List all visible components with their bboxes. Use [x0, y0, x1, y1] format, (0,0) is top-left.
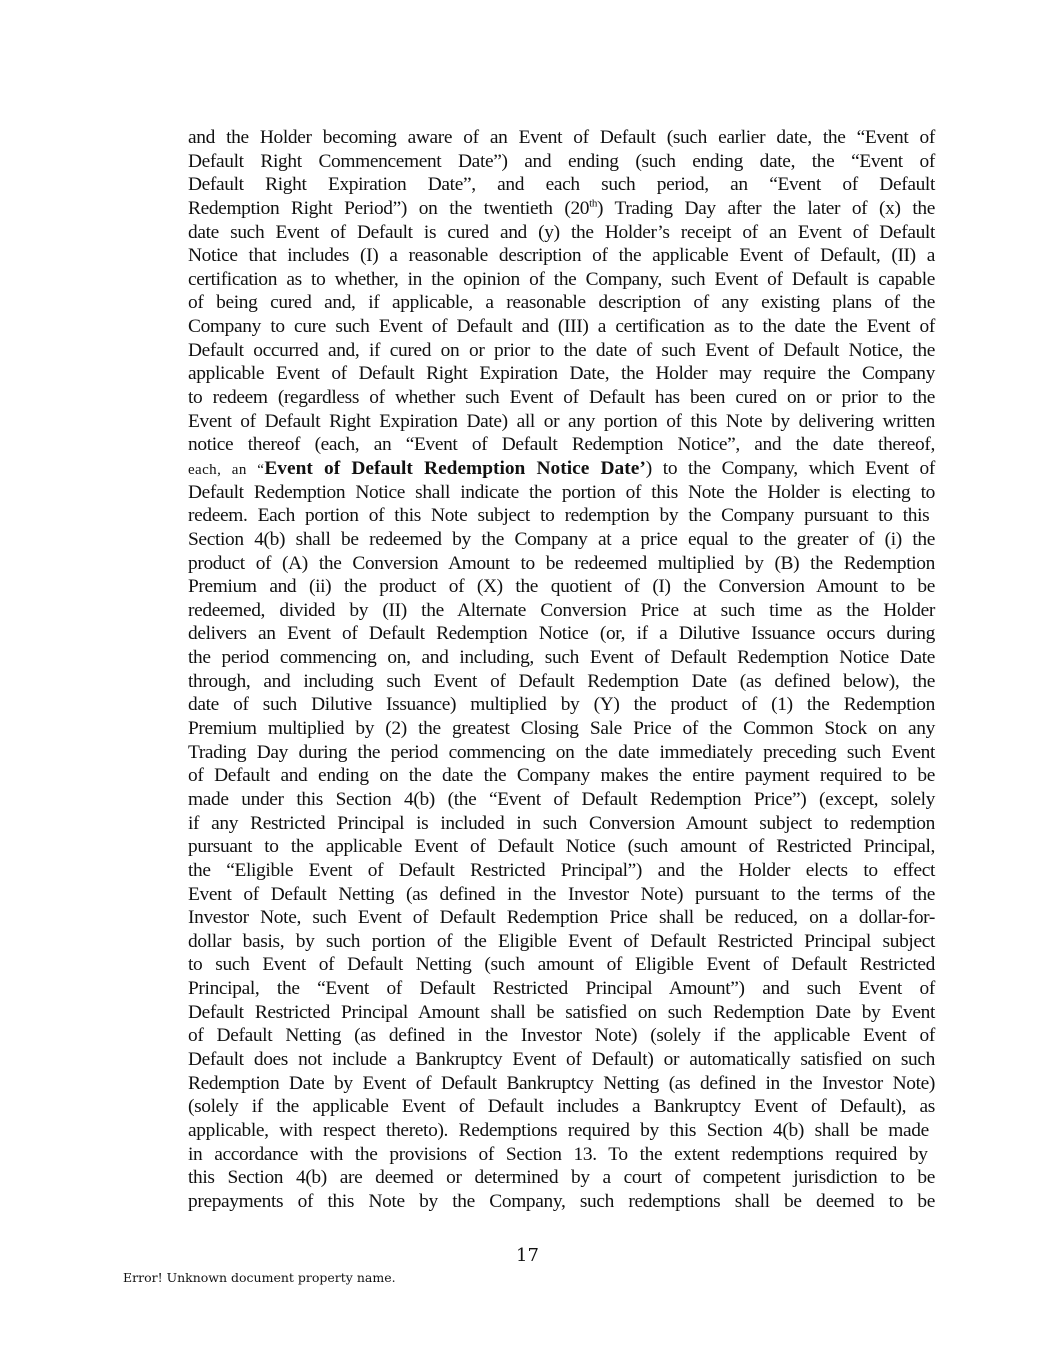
text-line: of Default and ending on the date the Company makes the entire payment required to be — [188, 765, 935, 787]
text-line: Default occurred and, if cured on or prior to the date of such Event of Default Notice, the — [188, 339, 935, 361]
text-line: through, and including such Event of Default Redemption Date (as defined below), the — [188, 670, 935, 692]
text-line: certification as to whether, in the opinion of the Company, such Event of Default is capable — [188, 268, 935, 290]
text-line: notice thereof (each, an “Event of Default Redemption Notice”, and the date thereof, — [188, 434, 935, 456]
text-line: Redemption Right Period”) on the twentieth (20th) Trading Day after the later of (x) the — [188, 197, 935, 219]
text-line: made under this Section 4(b) (the “Event of Default Redemption Price”) (except, solely — [188, 788, 935, 810]
text-line: Event of Default Right Expiration Date) all or any portion of this Note by delivering written — [188, 410, 935, 432]
text-line: Principal, the “Event of Default Restricted Principal Amount”) and such Event of — [188, 978, 935, 1000]
text-line: Section 4(b) shall be redeemed by the Company at a price equal to the greater of (i) the — [188, 528, 935, 550]
page-number: 17 — [516, 1245, 539, 1266]
body-paragraph — [188, 126, 935, 1213]
text-line: applicable Event of Default Right Expiration Date, the Holder may require the Company — [188, 363, 935, 385]
text-line: redeem. Each portion of this Note subject to redemption by the Company pursuant to this — [188, 505, 930, 527]
text-line: prepayments of this Note by the Company, such redemptions shall be deemed to be — [188, 1190, 935, 1212]
text-line: Redemption Date by Event of Default Bankruptcy Netting (as defined in the Investor Note) — [188, 1072, 935, 1094]
text-line: Trading Day during the period commencing on the date immediately preceding such Event — [188, 741, 935, 763]
text-line: pursuant to the applicable Event of Default Notice (such amount of Restricted Principal, — [188, 836, 935, 858]
text-line: each, an “Event of Default Redemption Notice Date’) to the Company, which Event of — [188, 457, 935, 479]
text-line: Premium multiplied by (2) the greatest Closing Sale Price of the Common Stock on any — [188, 718, 935, 740]
defined-term-bold: Event of Default Redemption Notice Date’ — [264, 457, 646, 479]
text-line: this Section 4(b) are deemed or determined by a court of competent jurisdiction to be — [188, 1167, 935, 1189]
text-line: the period commencing on, and including, such Event of Default Redemption Notice Date — [188, 647, 935, 669]
text-line: product of (A) the Conversion Amount to be redeemed multiplied by (B) the Redemption — [188, 552, 935, 574]
text-line: Notice that includes (I) a reasonable description of the applicable Event of Default, (II) a — [188, 245, 935, 267]
text-line: Default Restricted Principal Amount shall be satisfied on such Redemption Date by Event — [188, 1001, 935, 1023]
text-line: Default Redemption Notice shall indicate the portion of this Note the Holder is electing to — [188, 481, 935, 503]
text-line: delivers an Event of Default Redemption Notice (or, if a Dilutive Issuance occurs during — [188, 623, 935, 645]
text-line: to redeem (regardless of whether such Event of Default has been cured on or prior to the — [188, 387, 935, 409]
text-line: to such Event of Default Netting (such amount of Eligible Event of Default Restricted — [188, 954, 935, 976]
text-line: and the Holder becoming aware of an Event of Default (such earlier date, the “Event of — [188, 127, 935, 148]
text-line: of being cured and, if applicable, a reasonable description of any existing plans of the — [188, 292, 935, 314]
text-line: of Default Netting (as defined in the Investor Note) (solely if the applicable Event of — [188, 1025, 935, 1047]
text-line: Event of Default Netting (as defined in the Investor Note) pursuant to the terms of the — [188, 883, 935, 905]
text-line: if any Restricted Principal is included in such Conversion Amount subject to redemption — [188, 812, 935, 834]
text-line: Investor Note, such Event of Default Redemption Price shall be reduced, on a dollar-for- — [188, 907, 935, 929]
footer-field-error: Error! Unknown document property name. — [123, 1270, 396, 1285]
text-line: in accordance with the provisions of Section 13. To the extent redemptions required by — [188, 1143, 928, 1165]
text-line: date of such Dilutive Issuance) multiplied by (Y) the product of (1) the Redemption — [188, 694, 935, 716]
ordinal-superscript: th — [589, 197, 597, 210]
text-line: Premium and (ii) the product of (X) the quotient of (I) the Conversion Amount to be — [188, 576, 935, 598]
text-line: date such Event of Default is cured and (y) the Holder’s receipt of an Event of Default — [188, 221, 935, 243]
text-line: redeemed, divided by (II) the Alternate Conversion Price at such time as the Holder — [188, 599, 935, 621]
text-line: (solely if the applicable Event of Default includes a Bankruptcy Event of Default), as — [188, 1096, 935, 1118]
text-line: Default Right Expiration Date”, and each such period, an “Event of Default — [188, 174, 935, 196]
text-line: Default does not include a Bankruptcy Event of Default) or automatically satisfied on such — [188, 1048, 935, 1070]
text-line: applicable, with respect thereto). Redemptions required by this Section 4(b) shall be made — [188, 1119, 929, 1141]
text-line: dollar basis, by such portion of the Eligible Event of Default Restricted Principal subject — [188, 930, 935, 952]
text-line: Default Right Commencement Date”) and ending (such ending date, the “Event of — [188, 150, 935, 172]
text-line: Company to cure such Event of Default and (III) a certification as to the date the Event of — [188, 316, 935, 338]
text-line: the “Eligible Event of Default Restricted Principal”) and the Holder elects to effect — [188, 859, 935, 881]
